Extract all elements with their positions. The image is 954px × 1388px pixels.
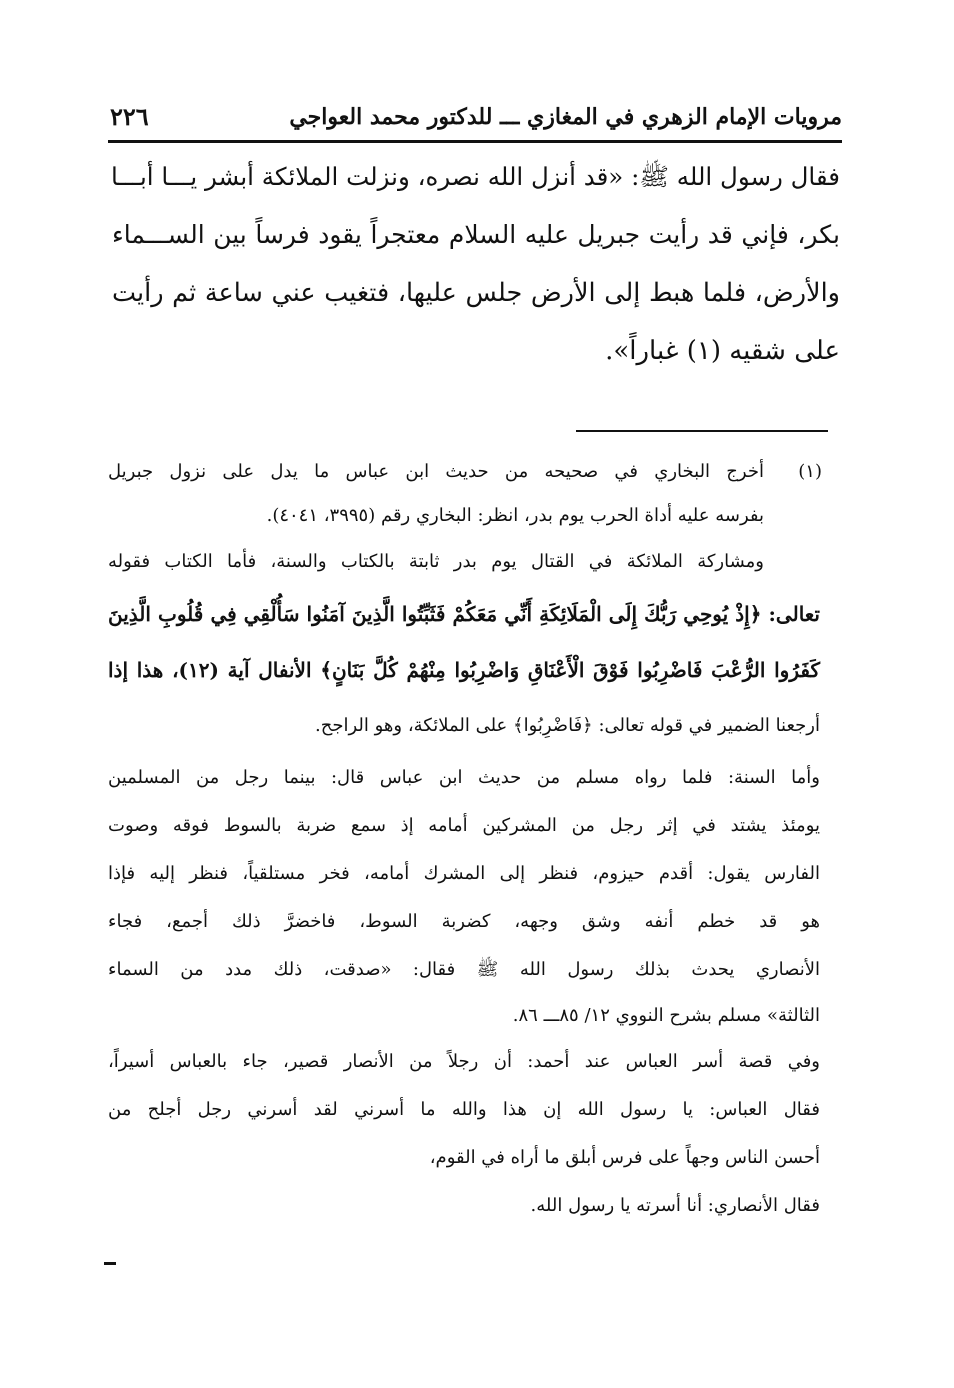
footnote-line: أخرج البخاري في صحيحه من حديث ابن عباس ما يدل على نزول جبريل (108, 461, 764, 482)
footnote-line: فقال الأنصاري: أنا أسرته يا رسول الله. (530, 1195, 820, 1216)
footnote-line-quran: كَفَرُوا الرُّعْبَ فَاضْرِبُوا فَوْقَ الْأَعْنَاقِ وَاضْرِبُوا مِنْهُمْ كُلَّ بَنَانٍ﴾ الأنفال آية (١٢)، هذا إذا (108, 658, 820, 682)
main-text (112, 148, 840, 380)
footnote-line: بفرسه عليه أداة الحرب يوم بدر، انظر: البخاري رقم (٣٩٩٥، ٤٠٤١). (266, 505, 764, 526)
footnote-line: ومشاركة الملائكة في القتال يوم بدر ثابتة بالكتاب والسنة، فأما الكتاب فقوله (108, 551, 764, 572)
header-rule (108, 140, 842, 143)
footnote-line: الثالثة» مسلم بشرح النووي ١٢/ ٨٥ـــ ٨٦. (512, 1005, 820, 1026)
page-end-mark (104, 1262, 116, 1265)
running-title: مرويات الإمام الزهري في المغازي ـــ للدكتور محمد العواجي (289, 104, 842, 130)
main-line: والأرض، فلما هبط إلى الأرض جلس عليها، فتغيب عني ساعة ثم رأيت (112, 278, 840, 308)
footnote-line: يومئذ يشتد في إثر رجل من المشركين أمامه إذ سمع ضربة بالسوط فوقه وصوت (108, 815, 820, 836)
main-line: فقال رسول الله ﷺ: «قد أنزل الله نصره، ونزلت الملائكة أبشر يـــا أبـــا (110, 162, 840, 191)
footnote-line: وأما السنة: فلما رواه مسلم من حديث ابن عباس قال: بينما رجل من المسلمين (108, 767, 820, 788)
footnote (108, 450, 820, 1230)
footnote-separator (576, 430, 828, 432)
footnote-line-quran: تعالى: ﴿إِذْ يُوحِي رَبُّكَ إِلَى الْمَلَائِكَةِ أَنِّي مَعَكُمْ فَثَبِّتُوا الَّذِينَ آمَنُوا سَأُلْقِي فِي قُلُوبِ الَّذِينَ (108, 602, 820, 626)
footnote-line: فقال العباس: يا رسول الله إن هذا والله ما أسرني لقد أسرني رجل أجلح من (108, 1099, 820, 1120)
footnote-line: أرجعنا الضمير في قوله تعالى: ﴿فَاضْرِبُوا﴾ على الملائكة، وهو الراجح. (315, 715, 820, 736)
footnote-line: الفارس يقول: أقدم حيزوم، فنظر إلى المشرك أمامه، فخر مستلقياً، فنظر إليه فإذا (108, 863, 820, 884)
footnote-line: أحسن الناس وجهاً على فرس أبلق ما أراه في القوم، (429, 1147, 820, 1168)
footnote-number: (١) (798, 461, 822, 482)
page-number: ٢٢٦ (110, 102, 149, 131)
page-header (108, 100, 842, 140)
footnote-line: الأنصاري يحدث بذلك رسول الله ﷺ فقال: «صدقت، ذلك مدد من السماء (108, 959, 820, 980)
main-line: على شقيه (١) غباراً». (605, 336, 840, 366)
footnote-line: هو قد خطم أنفه وشق وجهه، كضربة السوط، فاخضرَّ ذلك أجمع، فجاء (108, 911, 820, 932)
footnotes (108, 450, 820, 1230)
main-line: بكر، فإني قد رأيت جبريل عليه السلام معتجراً يقود فرساً بين الســـماء (112, 220, 840, 249)
footnote-line: وفي قصة أسر العباس عند أحمد: أن رجلاً من الأنصار قصير، جاء بالعباس أسيراً، (108, 1051, 820, 1072)
